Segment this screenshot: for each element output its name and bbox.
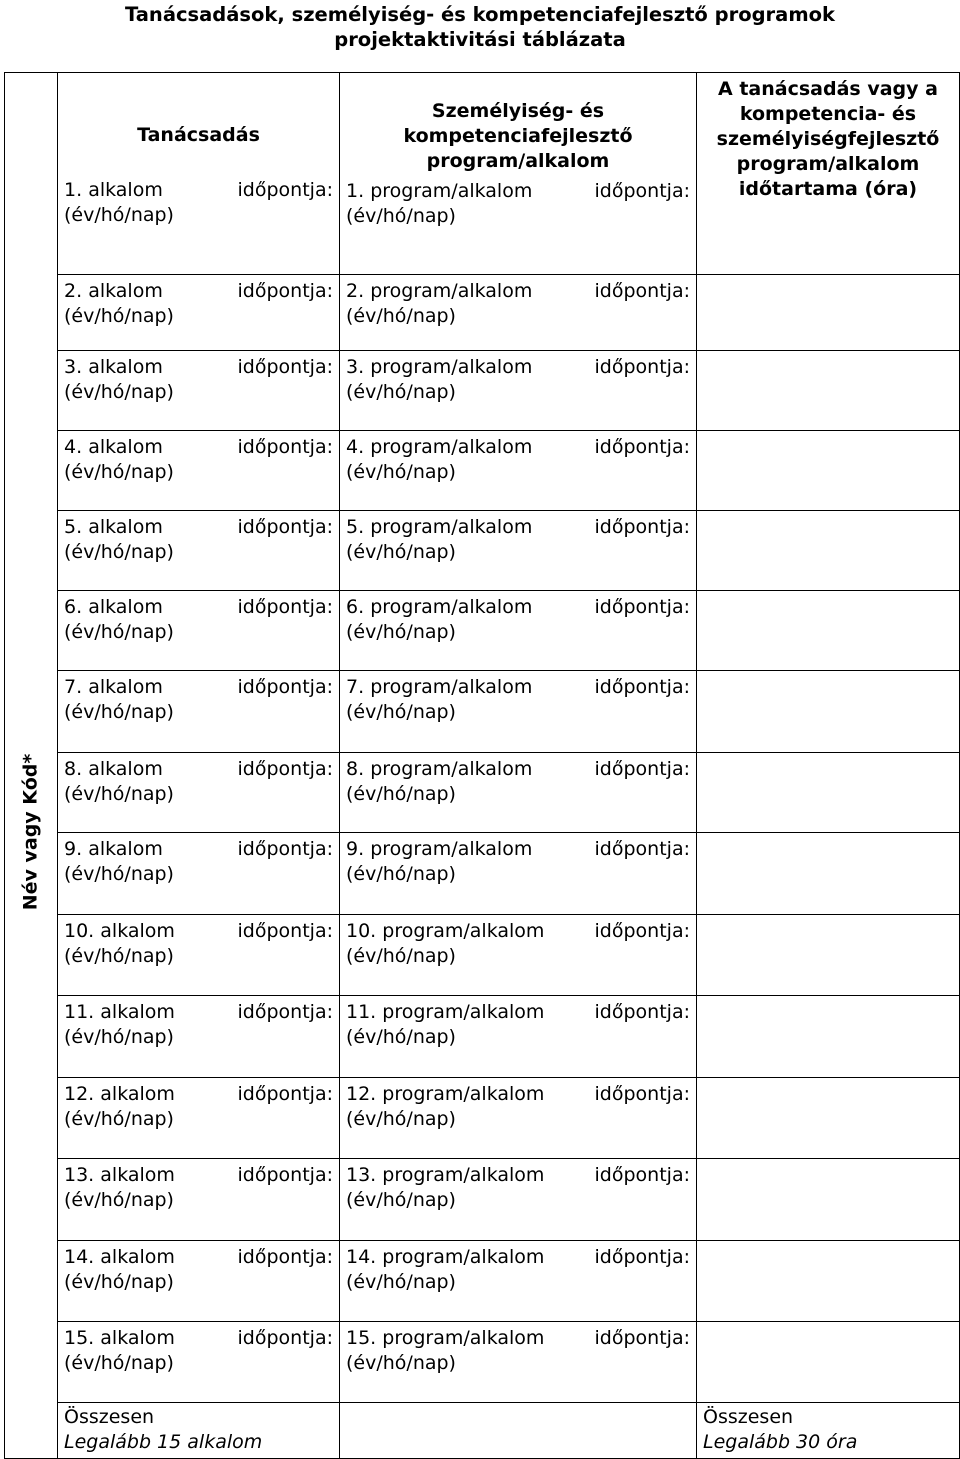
session-date-left[interactable]: 5. alkalom időpontja: (év/hó/nap) [58,511,340,591]
session-row [5,1322,960,1403]
session-duration[interactable] [697,1241,960,1322]
session-row [5,275,960,351]
session-date-right[interactable]: 3. program/alkalom időpontja: (év/hó/nap) [340,351,697,431]
duration-header-cell [697,73,960,275]
session-date-left[interactable]: 6. alkalom időpontja: (év/hó/nap) [58,591,340,671]
session-row [5,915,960,996]
session-date-right[interactable]: 11. program/alkalom időpontja: (év/hó/nap) [340,996,697,1078]
session-date-left[interactable]: 4. alkalom időpontja: (év/hó/nap) [58,431,340,511]
session-duration[interactable] [697,1078,960,1159]
session-duration[interactable] [697,591,960,671]
session-date-left[interactable]: 3. alkalom időpontja: (év/hó/nap) [58,351,340,431]
title-line-1: Tanácsadások, személyiség- és kompetenciafejlesztő programok [124,3,836,26]
footer-row [5,1403,960,1459]
session-row [5,996,960,1078]
session-row [5,351,960,431]
session-date-right[interactable]: 5. program/alkalom időpontja: (év/hó/nap) [340,511,697,591]
session-date-right[interactable]: 13. program/alkalom időpontja: (év/hó/nap) [340,1159,697,1241]
session-duration[interactable] [697,351,960,431]
program-header: Személyiség- és kompetenciafejlesztő program/alkalom [403,100,633,172]
session-duration[interactable] [697,753,960,833]
consultation-header-cell [58,73,340,275]
program-header-cell [340,73,697,275]
session-date-left[interactable]: 10. alkalom időpontja: (év/hó/nap) [58,915,340,996]
activity-table [4,72,960,1459]
session-date-left[interactable]: 15. alkalom időpontja: (év/hó/nap) [58,1322,340,1403]
name-code-label: Név vagy Kód* [19,753,42,911]
session-date-left[interactable]: 9. alkalom időpontja: (év/hó/nap) [58,833,340,915]
session-date-right[interactable]: 15. program/alkalom időpontja: (év/hó/nap) [340,1322,697,1403]
session-duration[interactable] [697,511,960,591]
title-line-2: projektaktivitási táblázata [334,28,626,51]
session-date-right[interactable]: 10. program/alkalom időpontja: (év/hó/nap) [340,915,697,996]
session-row [5,431,960,511]
session-duration[interactable] [697,275,960,351]
session-duration[interactable] [697,671,960,753]
session-duration[interactable] [697,1322,960,1403]
session-duration[interactable] [697,996,960,1078]
session-date-left[interactable]: 14. alkalom időpontja: (év/hó/nap) [58,1241,340,1322]
session-date-left[interactable]: 7. alkalom időpontja: (év/hó/nap) [58,671,340,753]
session-date-left[interactable]: 13. alkalom időpontja: (év/hó/nap) [58,1159,340,1241]
session-row [5,591,960,671]
footer-middle [340,1403,697,1459]
session-date-right[interactable]: 6. program/alkalom időpontja: (év/hó/nap) [340,591,697,671]
session-date-left[interactable]: 2. alkalom időpontja: (év/hó/nap) [58,275,340,351]
session-duration[interactable] [697,431,960,511]
session-date-right[interactable]: 12. program/alkalom időpontja: (év/hó/nap) [340,1078,697,1159]
session-row [5,671,960,753]
session-row [5,1159,960,1241]
footer-total-right: Összesen Legalább 30 óra [697,1403,960,1459]
session-date-right[interactable]: 8. program/alkalom időpontja: (év/hó/nap) [340,753,697,833]
session-date-right[interactable]: 4. program/alkalom időpontja: (év/hó/nap) [340,431,697,511]
session-row [5,511,960,591]
session-date-left[interactable]: 12. alkalom időpontja: (év/hó/nap) [58,1078,340,1159]
session-date-right[interactable]: 2. program/alkalom időpontja: (év/hó/nap) [340,275,697,351]
name-code-cell[interactable] [5,73,58,1459]
session-duration[interactable] [697,833,960,915]
session-date-left[interactable]: 11. alkalom időpontja: (év/hó/nap) [58,996,340,1078]
session-date-left[interactable]: 8. alkalom időpontja: (év/hó/nap) [58,753,340,833]
footer-total-left: Összesen Legalább 15 alkalom [58,1403,340,1459]
session-row [5,753,960,833]
session-duration[interactable] [697,915,960,996]
session-row [5,833,960,915]
session-date-right[interactable]: 14. program/alkalom időpontja: (év/hó/nap) [340,1241,697,1322]
header-row [5,73,960,275]
duration-header: A tanácsadás vagy a kompetencia- és személyiségfejlesztő program/alkalom időtartama (óra) [716,78,940,200]
document-title [0,2,960,52]
session-duration[interactable] [697,1159,960,1241]
session-row [5,1241,960,1322]
session-date-right[interactable]: 7. program/alkalom időpontja: (év/hó/nap) [340,671,697,753]
session-date-right[interactable]: 9. program/alkalom időpontja: (év/hó/nap) [340,833,697,915]
session-1-left[interactable]: 1. alkalom időpontja: (év/hó/nap) [64,179,333,226]
session-row [5,1078,960,1159]
session-1-right[interactable]: 1. program/alkalom időpontja: (év/hó/nap) [346,180,690,227]
consultation-header: Tanácsadás [137,124,260,146]
